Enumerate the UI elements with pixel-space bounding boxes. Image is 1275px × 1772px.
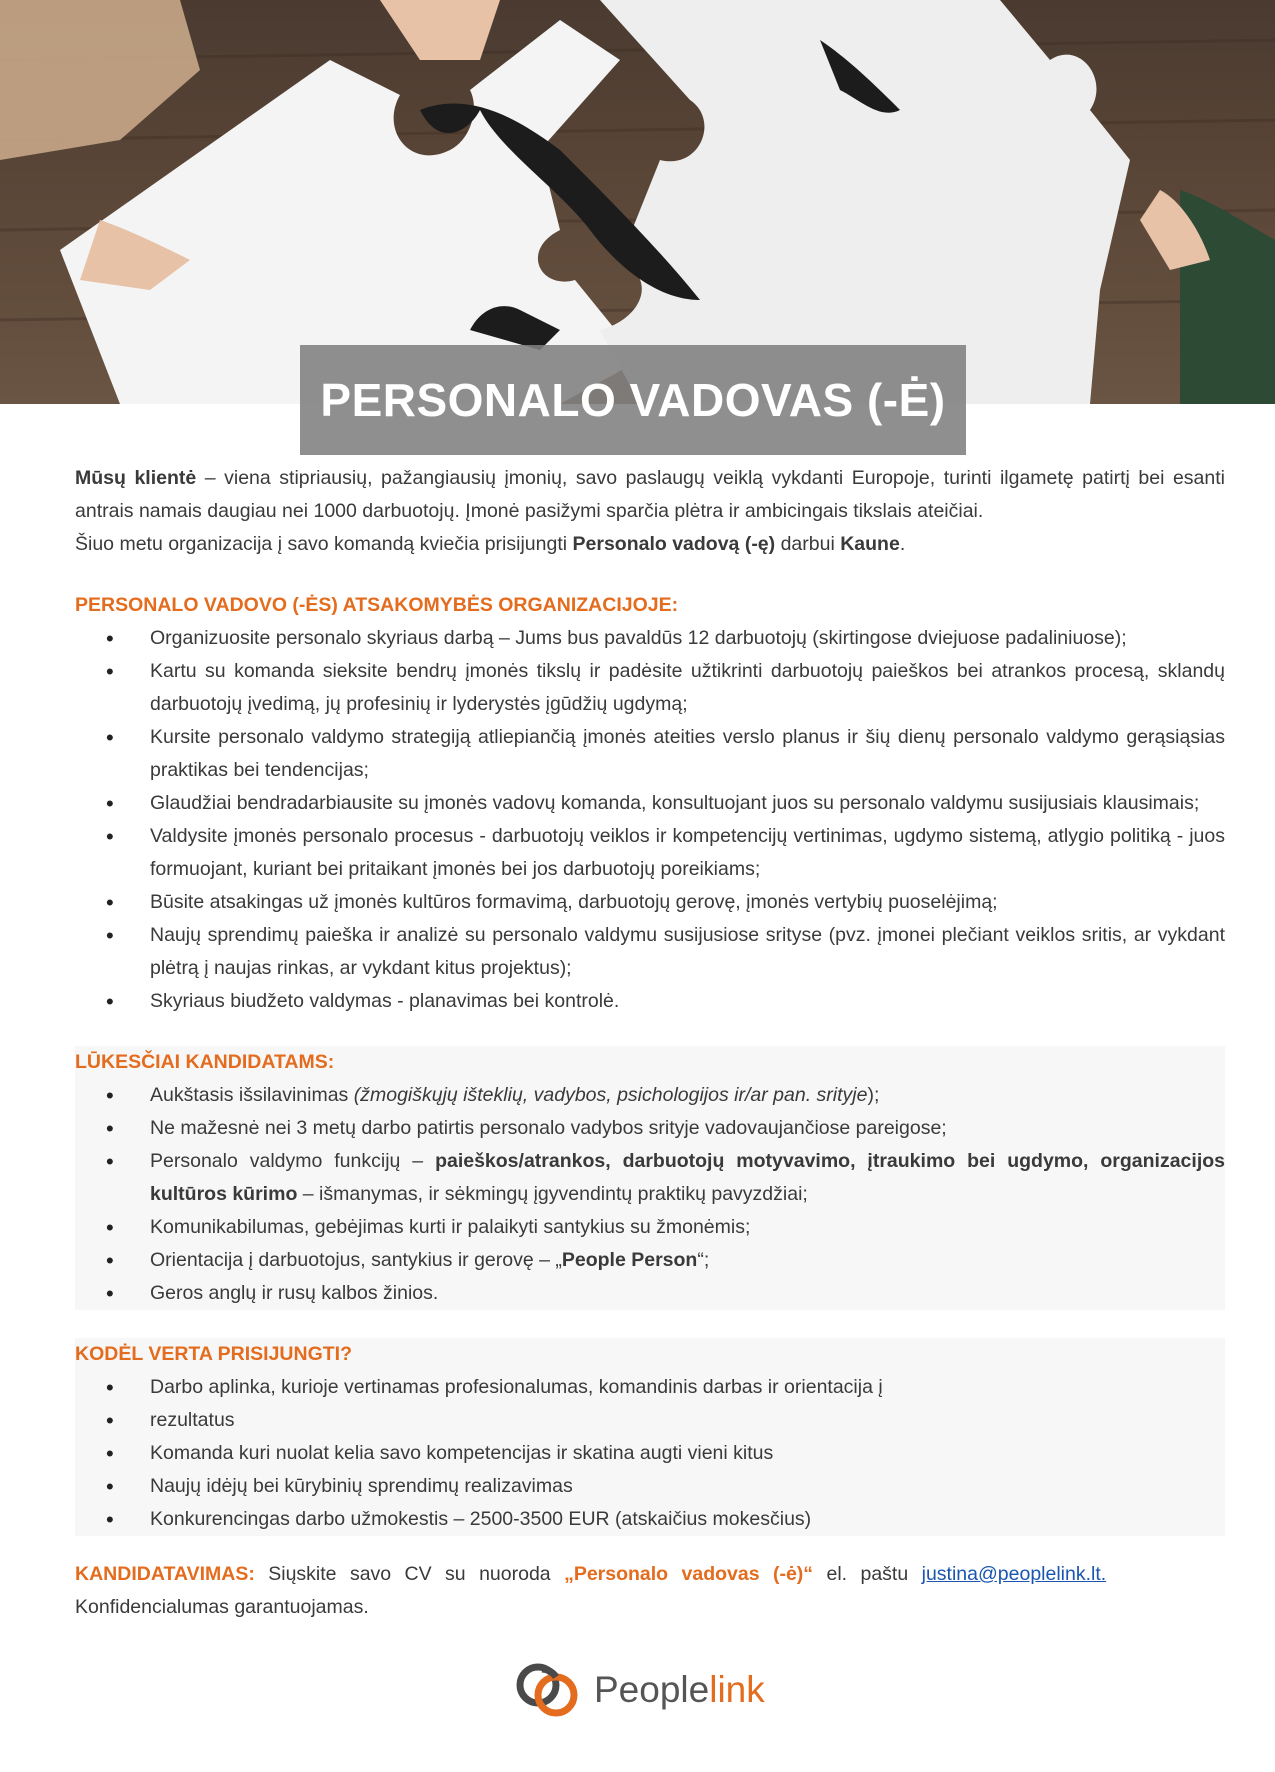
list-item: • Kartu su komanda sieksite bendrų įmonės tikslų ir padėsite užtikrinti darbuotojų paieškos bei atrankos procesą, sklandų darbuotojų įvedimą, jų profesinių ir lyderystės įgūdžių ugdymą;: [150, 655, 1225, 721]
email-link[interactable]: justina@peoplelink.lt.: [921, 1563, 1107, 1585]
apply-text-2: el. paštu: [813, 1563, 922, 1585]
intro-invitation: [75, 528, 1225, 561]
invitation-end: .: [899, 533, 906, 555]
item-text-end: – išmanymas, ir sėkmingų įgyvendintų praktikų pavyzdžiai;: [297, 1183, 808, 1205]
item-bold: People Person: [561, 1249, 698, 1271]
item-italic: (žmogiškųjų išteklių, vadybos, psichologijos ir/ar pan. srityje: [353, 1084, 868, 1106]
intro-text: – viena stipriausių, pažangiausių įmonių, savo paslaugų veiklą vykdanti Europoje, turinti ilgametę patirtį bei esanti antrais namais daugiau nei 1000 darbuotojų. Įmonė pasižymi sparčia plėtra ir ambicingais tikslais ateičiai.: [75, 467, 1225, 522]
why-list: [75, 1371, 1225, 1536]
expectations-section: [75, 1046, 1225, 1310]
list-item: • Komanda kuri nuolat kelia savo kompetencijas ir skatina augti vieni kitus: [150, 1437, 1225, 1470]
responsibilities-title: PERSONALO VADOVO (-ĖS) ATSAKOMYBĖS ORGANIZACIJOJE:: [75, 594, 679, 616]
apply-paragraph: [75, 1558, 1225, 1591]
list-item: • Geros anglų ir rusų kalbos žinios.: [150, 1277, 1225, 1310]
item-text: Orientacija į darbuotojus, santykius ir gerovę – „: [150, 1249, 562, 1271]
responsibilities-list: [75, 622, 1225, 1018]
list-item: • Darbo aplinka, kurioje vertinamas profesionalumas, komandinis darbas ir orientacija į: [150, 1371, 1225, 1404]
city-name: Kaune: [840, 533, 900, 555]
invitation-text: Šiuo metu organizacija į savo komandą kviečia prisijungti: [75, 533, 573, 555]
list-item: • Naujų idėjų bei kūrybinių sprendimų realizavimas: [150, 1470, 1225, 1503]
puzzle-illustration: [0, 0, 1275, 404]
logo-people: People: [594, 1669, 710, 1710]
list-item: [150, 1244, 1225, 1277]
list-item: [150, 1079, 1225, 1112]
peoplelink-logo: [512, 1650, 772, 1730]
item-text-end: );: [867, 1084, 880, 1106]
job-title-banner: [300, 345, 966, 455]
item-bold: paieškos/atrankos, darbuotojų motyvavimo, įtraukimo bei ugdymo, organizacijos kultūros kūrimo: [150, 1150, 1225, 1205]
logo-icon: [512, 1655, 582, 1725]
list-item: • Ne mažesnė nei 3 metų darbo patirtis personalo vadybos srityje vadovaujančiose pareigose;: [150, 1112, 1225, 1145]
hero-image: [0, 0, 1275, 404]
why-section: [75, 1338, 1225, 1536]
list-item: • Skyriaus biudžeto valdymas - planavimas bei kontrolė.: [150, 985, 1225, 1018]
list-item: • Kursite personalo valdymo strategiją atliepiančią įmonės ateities verslo planus ir šių dienų personalo valdymo gerąsiąsias praktikas bei tendencijas;: [150, 721, 1225, 787]
confidentiality-note: Konfidencialumas garantuojamas.: [75, 1596, 369, 1618]
list-item: • Naujų sprendimų paieška ir analizė su personalo valdymu susijusiose srityse (pvz. įmonei plečiant veiklos sritis, ar vykdant plėtrą į naujas rinkas, ar vykdant kitus projektus);: [150, 919, 1225, 985]
why-title: KODĖL VERTA PRISIJUNGTI?: [75, 1343, 352, 1365]
list-item: • Būsite atsakingas už įmonės kultūros formavimą, darbuotojų gerovę, įmonės vertybių puoselėjimą;: [150, 886, 1225, 919]
job-title: PERSONALO VADOVAS (-Ė): [320, 374, 946, 426]
invitation-text-2: darbui: [775, 533, 841, 555]
expectations-list: [75, 1079, 1225, 1310]
item-text: Aukštasis išsilavinimas: [150, 1084, 354, 1106]
logo-link: link: [709, 1669, 765, 1710]
apply-label: KANDIDATAVIMAS:: [75, 1563, 255, 1585]
list-item: • Konkurencingas darbo užmokestis – 2500-3500 EUR (atskaičius mokesčius): [150, 1503, 1225, 1536]
item-text: Personalo valdymo funkcijų –: [150, 1150, 436, 1172]
list-item: • rezultatus: [150, 1404, 1225, 1437]
list-item: • Komunikabilumas, gebėjimas kurti ir palaikyti santykius su žmonėmis;: [150, 1211, 1225, 1244]
job-ad-body: [75, 462, 1225, 1624]
list-item: • Glaudžiai bendradarbiausite su įmonės vadovų komanda, konsultuojant juos su personalo valdymu susijusiais klausimais;: [150, 787, 1225, 820]
client-label: Mūsų klientė: [75, 467, 197, 489]
list-item: [150, 1145, 1225, 1211]
role-name: Personalo vadovą (-ę): [572, 533, 776, 555]
intro-paragraph: [75, 462, 1225, 528]
item-text-end: “;: [697, 1249, 710, 1271]
apply-text: Siųskite savo CV su nuoroda: [254, 1563, 565, 1585]
apply-reference: „Personalo vadovas (-ė)“: [564, 1563, 814, 1585]
expectations-title: LŪKESČIAI KANDIDATAMS:: [75, 1051, 335, 1073]
logo-wordmark: [594, 1669, 765, 1711]
list-item: • Organizuosite personalo skyriaus darbą – Jums bus pavaldūs 12 darbuotojų (skirtingose dviejuose padaliniuose);: [150, 622, 1225, 655]
list-item: • Valdysite įmonės personalo procesus - darbuotojų veiklos ir kompetencijų vertinimas, ugdymo sistemą, atlygio politiką - juos formuojant, kuriant bei pritaikant įmonės bei jos darbuotojų poreikiams;: [150, 820, 1225, 886]
